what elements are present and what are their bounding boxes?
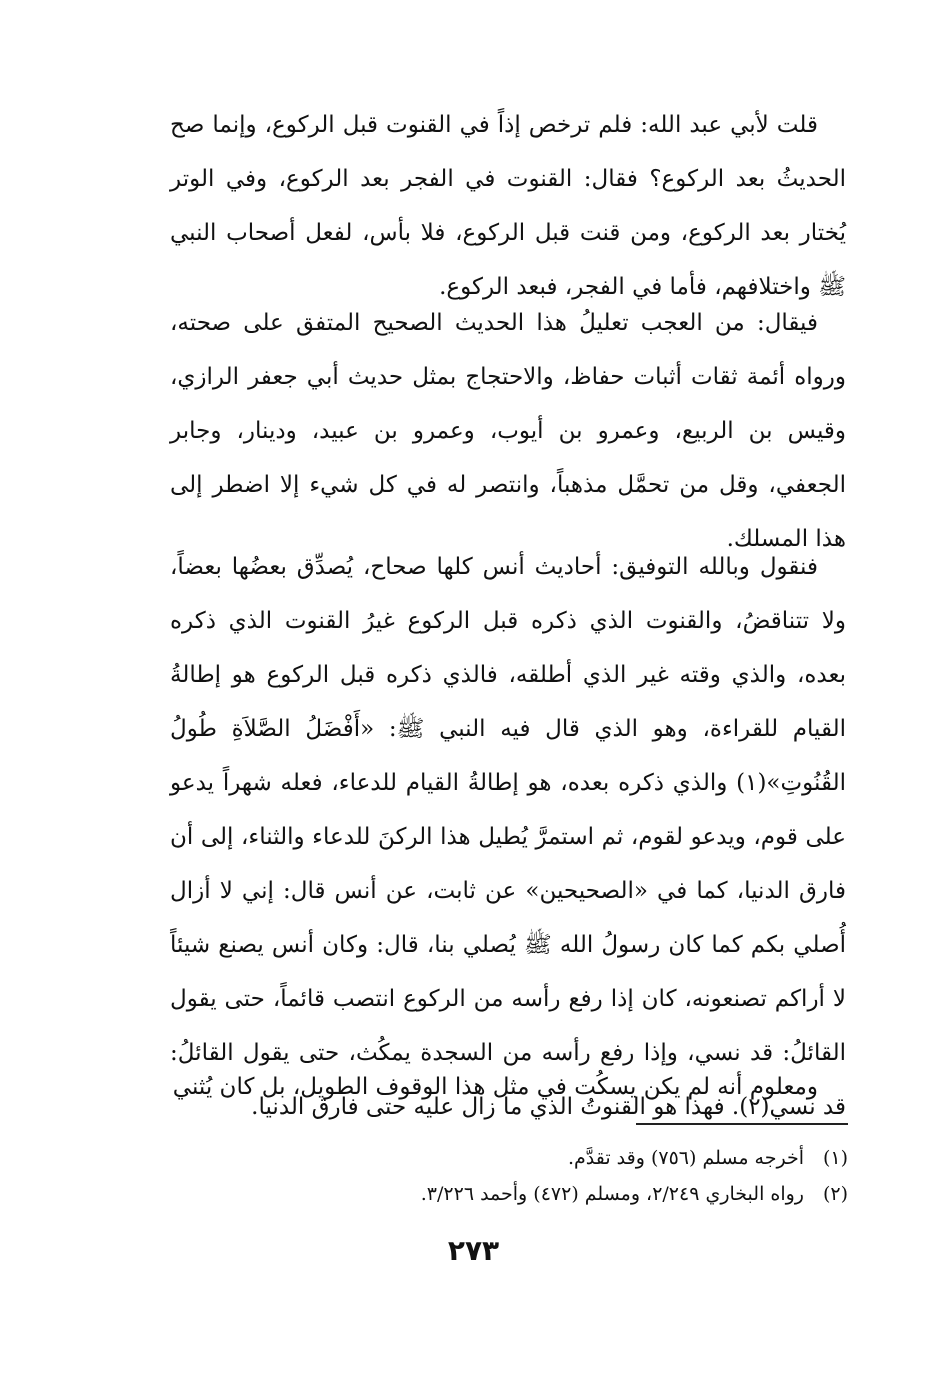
footnotes (300, 1140, 848, 1212)
footnote-2-text: رواه البخاري ٢/٢٤٩، ومسلم (٤٧٢) وأحمد ٣/٢٢٦. (420, 1183, 804, 1205)
paragraph-1 (170, 98, 846, 314)
footnote-1-text: أخرجه مسلم (٧٥٦) وقد تقدَّم. (567, 1147, 804, 1169)
paragraph-1-text: قلت لأبي عبد الله: فلم ترخص إذاً في القنوت قبل الركوع، وإنما صح الحديثُ بعد الركوع؟ فقال: القنوت في الفجر بعد الركوع، وفي الوتر يُختار بعد الركوع، ومن قنت قبل الركوع، فلا بأس، لفعل أصحاب النبي ﷺ واختلافهم، فأما في الفجر، فبعد الركوع. (170, 112, 846, 300)
footnote-2 (300, 1176, 848, 1212)
paragraph-3-text: فنقول وبالله التوفيق: أحاديث أنس كلها صحاح، يُصدِّق بعضُها بعضاً، ولا تتناقضُ، والقنوت الذي ذكره قبل الركوع غيرُ القنوت الذي ذكره بعده، والذي وقته غير الذي أطلقه، فالذي ذكره قبل الركوع هو إطالةُ القيام للقراءة، وهو الذي قال فيه النبي ﷺ: «أَفْضَلُ الصَّلاَةِ طُولُ القُنُوتِ»(١) والذي ذكره بعده، هو إطالةُ القيام للدعاء، فعله شهراً يدعو على قوم، ويدعو لقوم، ثم استمرَّ يُطيل هذا الركنَ للدعاء والثناء، إلى أن فارق الدنيا، كما في «الصحيحين» عن ثابت، عن أنس قال: إني لا أزال أُصلي بكم كما كان رسولُ الله ﷺ يُصلي بنا، قال: وكان أنس يصنع شيئاً لا أراكم تصنعونه، كان إذا رفع رأسه من الركوع انتصب قائماً، حتى يقول القائلُ: قد نسي، وإذا رفع رأسه من السجدة يمكُث، حتى يقول القائلُ: قد نسي(٢). فهذا هو القنوتُ الذي ما زال عليه حتى فارق الدنيا. (170, 554, 846, 1120)
paragraph-4 (170, 1060, 846, 1114)
footnote-1-number: (١) (822, 1147, 848, 1169)
paragraph-3 (170, 540, 846, 1134)
paragraph-2-text: فيقال: من العجب تعليلُ هذا الحديث الصحيح المتفق على صحته، ورواه أئمة ثقات أثبات حفاظ، والاحتجاج بمثل حديث أبي جعفر الرازي، وقيس بن الربيع، وعمرو بن أيوب، وعمرو بن عبيد، ودينار، وجابر الجعفي، وقل من تحمَّل مذهباً، وانتصر له في كل شيء إلا اضطر إلى هذا المسلك. (170, 310, 846, 552)
footnote-divider (636, 1123, 848, 1125)
page-number: ٢٧٣ (447, 1234, 500, 1267)
footnote-2-number: (٢) (822, 1183, 848, 1205)
footnote-1 (300, 1140, 848, 1176)
paragraph-4-text: ومعلوم أنه لم يكن يسكُت في مثل هذا الوقوف الطويل، بل كان يُثني (172, 1074, 818, 1100)
paragraph-2 (170, 296, 846, 566)
